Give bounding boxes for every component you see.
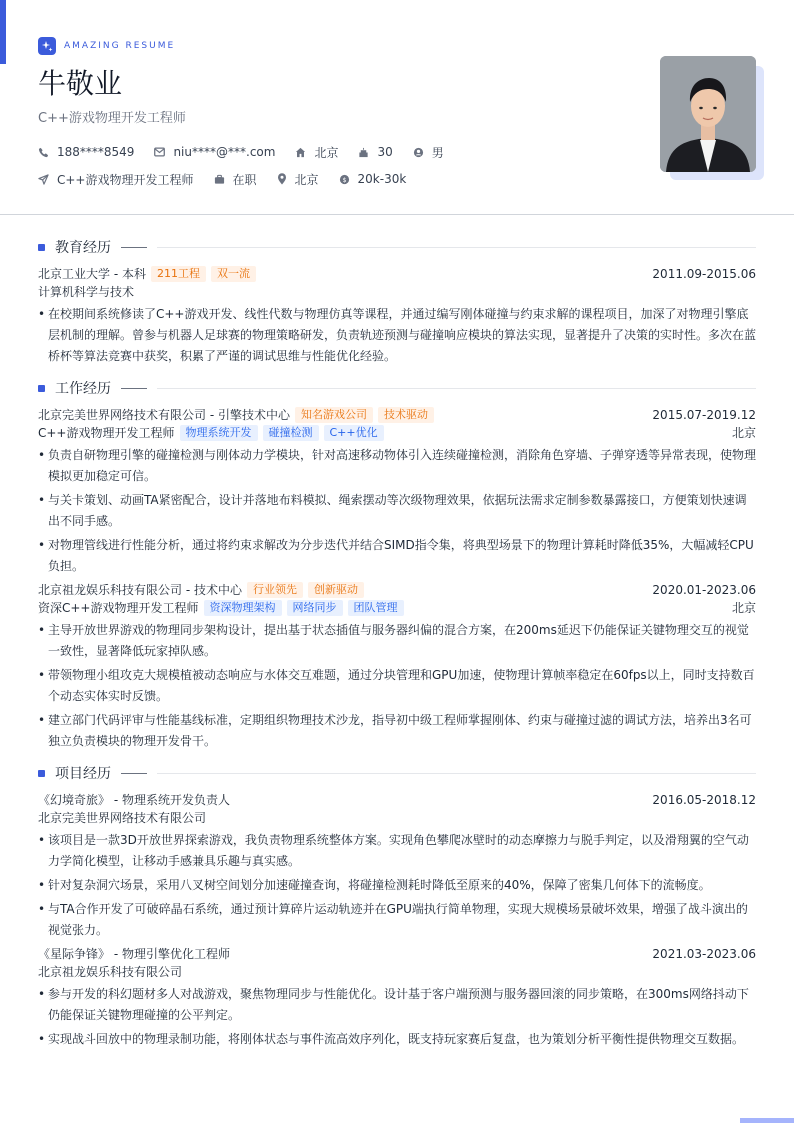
money-icon [339,174,350,185]
candidate-title: C++游戏物理开发工程师 [38,111,186,126]
gender-item [413,144,444,161]
position-item [38,171,194,188]
status-text: 在职 [232,172,257,187]
section-title: 教育经历 [55,240,111,256]
gender-text: 男 [431,145,444,160]
city-item [295,144,338,161]
role-name: C++游戏物理开发工程师 [38,426,175,440]
send-icon [38,174,49,185]
section-header [38,762,756,784]
tag: 网络同步 [287,600,343,616]
bullet-list [38,304,756,367]
accent-bar [0,0,6,64]
bullet-item: • 对物理管线进行性能分析，通过将约束求解改为分步迭代并结合SIMD指令集，将典型场景下的物理计算耗时降低35%，大幅减轻CPU负担。 [38,535,756,577]
mail-icon [154,147,165,157]
section-rule [157,388,756,389]
tag: 创新驱动 [308,582,364,598]
company-name: 北京祖龙娱乐科技有限公司 - 技术中心 [38,583,242,597]
company-name: 北京完美世界网络技术有限公司 - 引擎技术中心 [38,408,290,422]
sparkle-icon [38,37,56,55]
tag: 知名游戏公司 [295,407,373,423]
tag: C++优化 [324,425,384,441]
age-item [358,145,392,159]
section-rule-short [121,773,147,774]
contact-row [38,144,758,160]
entry-date: 2016.05-2018.12 [652,793,756,807]
bullet-item: • 实现战斗回放中的物理录制功能，将刚体状态与事件流高效序列化，既支持玩家赛后复盘，也为策划分析平衡性提供物理交互数据。 [38,1029,756,1050]
major: 计算机科学与技术 [38,285,135,299]
project-entry [38,791,756,941]
section-header [38,377,756,399]
project-company: 北京祖龙娱乐科技有限公司 [38,965,183,979]
tag: 团队管理 [348,600,404,616]
bullet-item: • 该项目是一款3D开放世界探索游戏，我负责物理系统整体方案。实现角色攀爬冰壁时的动态摩擦力与脱手判定，以及滑翔翼的空气动力学简化模型，让移动手感兼具乐趣与真实感。 [38,830,756,872]
entry-heading [38,406,756,424]
work-entry [38,406,756,577]
project-company: 北京完美世界网络技术有限公司 [38,811,207,825]
email-text: niu****@***.com [173,145,276,159]
age-text: 30 [377,145,393,159]
brand [38,37,758,55]
entry-date: 2011.09-2015.06 [652,267,756,281]
bullet-item: • 主导开放世界游戏的物理同步架构设计，提出基于状态插值与服务器纠偏的混合方案，在200ms延迟下仍能保证关键物理交互的视觉一致性，显著降低玩家掉队感。 [38,620,756,662]
target-city-item [277,171,319,188]
location-pin-icon [277,173,287,185]
entry-location: 北京 [731,601,756,615]
project-entry [38,945,756,1050]
entry-location: 北京 [731,426,756,440]
entry-heading [38,581,756,599]
phone-icon [38,147,49,158]
section-dot [38,770,45,777]
section-header [38,236,756,258]
tag: 技术驱动 [378,407,434,423]
work-section [38,377,756,752]
entry-role-row [38,424,756,442]
bullet-item: • 在校期间系统修读了C++游戏开发、线性代数与物理仿真等课程，并通过编写刚体碰撞与约束求解的课程项目，加深了对物理引擎底层机制的理解。曾参与机器人足球赛的物理策略研发，负责轨迹预测与碰撞响应模块的算法实现，显著提升了决策的实时性。多次在蓝桥杯等算法竞赛中获奖，积累了严谨的调试思维与性能优化经验。 [38,304,756,367]
role-name: 资深C++游戏物理开发工程师 [38,601,199,615]
entry-heading [38,945,756,963]
header-divider [0,214,794,215]
section-title: 工作经历 [55,381,111,397]
tag: 双一流 [211,266,256,282]
bullet-item: • 与TA合作开发了可破碎晶石系统，通过预计算碎片运动轨迹并在GPU端执行简单物理，实现大规模场景破坏效果，增强了战斗演出的视觉张力。 [38,899,756,941]
tag: 碰撞检测 [263,425,319,441]
tag: 物理系统开发 [180,425,258,441]
entry-heading [38,265,756,283]
target-city-text: 北京 [294,172,319,187]
bullet-item: • 建立部门代码评审与性能基线标准，定期组织物理技术沙龙，指导初中级工程师掌握刚体、约束与碰撞过滤的调试方法，培养出3名可独立负责模块的物理开发骨干。 [38,710,756,752]
tag: 行业领先 [247,582,303,598]
avatar [660,56,756,172]
resume-header [38,37,758,187]
section-rule [157,773,756,774]
user-icon [413,147,424,158]
section-rule-short [121,247,147,248]
project-name: 《幻境奇旅》 - 物理系统开发负责人 [38,793,230,807]
section-rule-short [121,388,147,389]
bullet-list [38,620,756,752]
svg-text:$: $ [341,175,347,184]
briefcase-icon [214,174,225,185]
position-text: C++游戏物理开发工程师 [57,172,194,187]
entry-role-row [38,599,756,617]
bullet-item: • 与关卡策划、动画TA紧密配合，设计并落地布料模拟、绳索摆动等次级物理效果，依据玩法需求定制参数暴露接口，方便策划快速调出不同手感。 [38,490,756,532]
salary-text: 20k-30k [357,172,407,186]
status-item [214,171,257,188]
bullet-list [38,445,756,577]
resume-content [38,236,756,1060]
tag: 211工程 [151,266,206,282]
entry-date: 2020.01-2023.06 [652,583,756,597]
education-entry [38,265,756,367]
bullet-item: • 带领物理小组攻克大规模植被动态响应与水体交互难题，通过分块管理和GPU加速，使物理计算帧率稳定在60fps以上，同时支持数百个动态实体实时反馈。 [38,665,756,707]
section-dot [38,244,45,251]
cake-icon [358,147,369,158]
email-item [154,145,275,159]
brand-text: AMAZING RESUME [64,41,176,51]
home-icon [295,147,306,158]
project-name: 《星际争锋》 - 物理引擎优化工程师 [38,947,230,961]
phone-item [38,145,134,159]
section-dot [38,385,45,392]
bullet-item: • 负责自研物理引擎的碰撞检测与刚体动力学模块，针对高速移动物体引入连续碰撞检测，消除角色穿墙、子弹穿透等异常表现，使物理模拟更加稳定可信。 [38,445,756,487]
bullet-item: • 针对复杂洞穴场景，采用八叉树空间划分加速碰撞查询，将碰撞检测耗时降低至原来的40%，保障了密集几何体下的流畅度。 [38,875,756,896]
phone-text: 188****8549 [57,145,135,159]
candidate-name: 牛敬业 [38,67,123,100]
projects-section [38,762,756,1050]
city-text: 北京 [314,145,339,160]
section-rule [157,247,756,248]
bottom-accent-bar [740,1118,794,1123]
bullet-list [38,830,756,941]
tag: 资深物理架构 [204,600,282,616]
school-name: 北京工业大学 - 本科 [38,267,146,281]
salary-item [339,172,407,186]
bullet-list [38,984,756,1050]
entry-heading [38,791,756,809]
bullet-item: • 参与开发的科幻题材多人对战游戏，聚焦物理同步与性能优化。设计基于客户端预测与服务器回滚的同步策略，在300ms网络抖动下仍能保证关键物理碰撞的公平判定。 [38,984,756,1026]
work-entry [38,581,756,752]
entry-date: 2015.07-2019.12 [652,408,756,422]
education-section [38,236,756,367]
section-title: 项目经历 [55,766,111,782]
intent-row [38,171,758,187]
entry-date: 2021.03-2023.06 [652,947,756,961]
